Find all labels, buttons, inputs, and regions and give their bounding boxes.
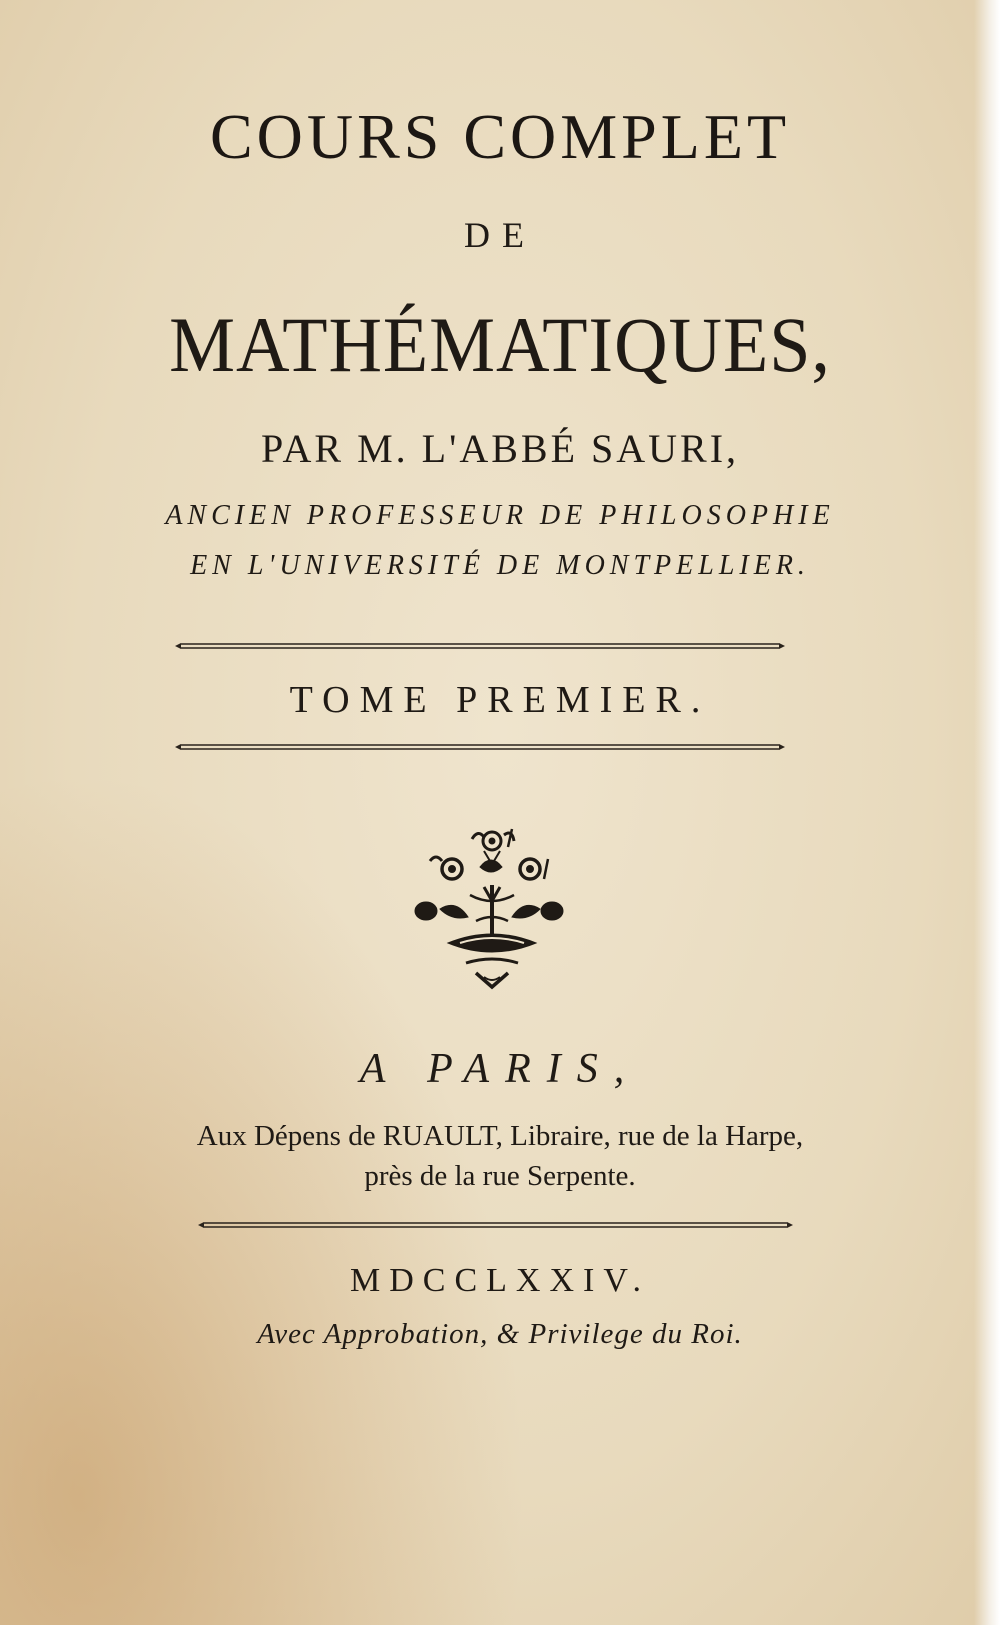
place-line: A PARIS, bbox=[359, 1046, 641, 1092]
privilege-line: Avec Approbation, & Privilege du Roi. bbox=[257, 1318, 743, 1350]
author-line: PAR M. L'ABBÉ SAURI, bbox=[260, 426, 740, 471]
affiliation-line-1: ANCIEN PROFESSEUR DE PHILOSOPHIE bbox=[165, 500, 835, 531]
floral-ornament-icon bbox=[400, 825, 580, 995]
page-edge bbox=[974, 0, 1000, 1625]
affiliation-line-2: EN L'UNIVERSITÉ DE MONTPELLIER. bbox=[190, 550, 810, 581]
year-line: MDCCLXXIV. bbox=[349, 1262, 650, 1299]
double-rule-middle bbox=[175, 743, 785, 751]
double-rule-bottom bbox=[198, 1221, 793, 1229]
double-rule-top bbox=[175, 642, 785, 650]
title-line-3: MATHÉMATIQUES, bbox=[169, 301, 831, 388]
imprint-line-2: près de la rue Serpente. bbox=[364, 1160, 636, 1192]
imprint-line-1: Aux Dépens de RUAULT, Libraire, rue de la Harpe, bbox=[196, 1120, 804, 1152]
volume-line: TOME PREMIER. bbox=[289, 679, 711, 721]
title-line-1: COURS COMPLET bbox=[209, 101, 791, 172]
title-line-2: DE bbox=[464, 215, 536, 255]
